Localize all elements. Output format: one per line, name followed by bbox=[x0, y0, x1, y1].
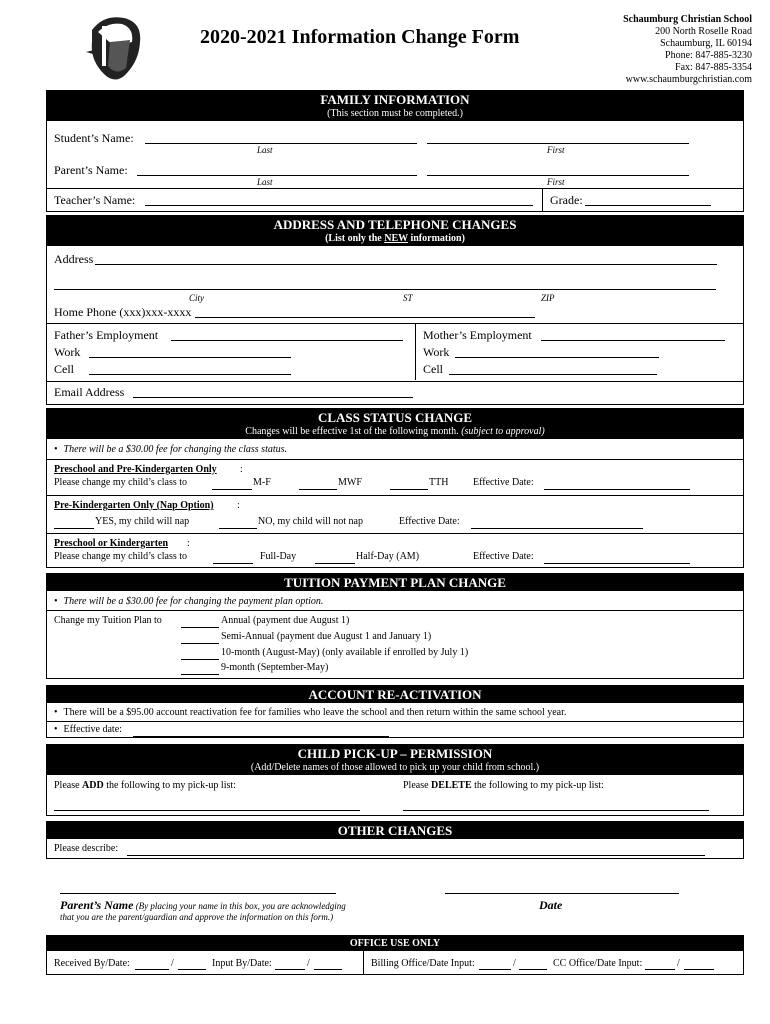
received-by-field[interactable] bbox=[135, 969, 169, 970]
mother-work-label: Work bbox=[423, 345, 450, 359]
effective-date-label: Effective Date: bbox=[473, 551, 534, 562]
full-day-field[interactable] bbox=[213, 563, 253, 564]
student-name-label: Student’s Name: bbox=[54, 131, 134, 145]
ten-month-field[interactable] bbox=[181, 659, 219, 660]
section-title: TUITION PAYMENT PLAN CHANGE bbox=[284, 575, 506, 590]
section-title: CHILD PICK-UP – PERMISSION bbox=[297, 746, 493, 761]
class-status-section: CLASS STATUS CHANGE Changes will be effective 1st of the following month. (subject to approval) • There will be a $30.00 fee for changing the class status. Preschool and Pre-Kindergarten Only : Please change my child’s class to M-F MWF TTH Effective Date: Pre-Kindergarten Only (Nap Option) : YES, my child will nap NO, my child will not nap Effective Date: Preschool or Kindergarten : Please change my child’s class to Full-Day Half-Day (AM) Effective Date: bbox=[46, 408, 744, 568]
effective-date-label: Effective Date: bbox=[473, 477, 534, 488]
date-field[interactable] bbox=[445, 893, 679, 894]
child-pickup-section bbox=[46, 744, 744, 816]
divider bbox=[415, 323, 416, 380]
prek-effective-date-field[interactable] bbox=[544, 489, 690, 490]
father-employment-field[interactable] bbox=[171, 340, 403, 341]
parent-first-name-field[interactable] bbox=[427, 175, 689, 176]
father-work-field[interactable] bbox=[89, 357, 291, 358]
semi-annual-field[interactable] bbox=[181, 643, 219, 644]
reactivation-fee-note: • There will be a $95.00 account reactivation fee for families who leave the school and then return within the same school year. bbox=[54, 707, 566, 718]
effective-date-label: Effective Date: bbox=[399, 516, 460, 527]
cc-office-label: CC Office/Date Input: bbox=[553, 958, 643, 969]
tuition-plan-section bbox=[46, 573, 744, 679]
section-header bbox=[47, 91, 743, 121]
teacher-name-field[interactable] bbox=[145, 205, 533, 206]
input-by-label: Input By/Date: bbox=[212, 958, 272, 969]
date-label: Date bbox=[539, 898, 563, 912]
mother-work-field[interactable] bbox=[455, 357, 659, 358]
city-state-zip-field[interactable] bbox=[54, 289, 716, 290]
student-last-name-field[interactable] bbox=[145, 143, 417, 144]
office-use-section: OFFICE USE ONLY Received By/Date: / Input By/Date: / Billing Office/Date Input: / CC Office/Date Input: / bbox=[46, 935, 744, 975]
father-work-label: Work bbox=[54, 345, 81, 359]
billing-office-label: Billing Office/Date Input: bbox=[371, 958, 475, 969]
nap-no-option: NO, my child will not nap bbox=[258, 516, 363, 527]
school-phone: Phone: 847-885-3230 bbox=[665, 50, 752, 61]
tuition-option-9-month: 9-month (September-May) bbox=[221, 662, 329, 673]
section-header bbox=[47, 686, 743, 703]
parent-name-label: Parent’s Name: bbox=[54, 163, 128, 177]
preschool-prek-title: Preschool and Pre-Kindergarten Only bbox=[54, 464, 217, 475]
city-caption: City bbox=[189, 293, 204, 303]
received-by-label: Received By/Date: bbox=[54, 958, 130, 969]
parent-signature-field[interactable] bbox=[60, 893, 336, 894]
family-information-section bbox=[46, 90, 744, 212]
teacher-name-label: Teacher’s Name: bbox=[54, 193, 136, 207]
mwf-field[interactable] bbox=[299, 489, 337, 490]
section-subtitle: (This section must be completed.) bbox=[327, 108, 463, 119]
tuition-change-label: Change my Tuition Plan to bbox=[54, 615, 162, 626]
class-fee-note: • There will be a $30.00 fee for changing the class status. bbox=[54, 444, 287, 455]
state-caption: ST bbox=[403, 293, 413, 303]
parent-last-name-field[interactable] bbox=[137, 175, 417, 176]
first-caption: First bbox=[547, 177, 565, 187]
zip-caption: ZIP bbox=[541, 293, 555, 303]
other-describe-label: Please describe: bbox=[54, 843, 119, 854]
section-header bbox=[47, 216, 743, 246]
preschool-k-title: Preschool or Kindergarten bbox=[54, 538, 169, 549]
section-title: OFFICE USE ONLY bbox=[349, 938, 441, 949]
school-city: Schaumburg, IL 60194 bbox=[660, 38, 752, 49]
section-subtitle: Changes will be effective 1st of the following month. (subject to approval) bbox=[245, 426, 545, 437]
tuition-option-semi-annual: Semi-Annual (payment due August 1 and January 1) bbox=[221, 631, 432, 642]
billing-office-field[interactable] bbox=[479, 969, 511, 970]
home-phone-label: Home Phone (xxx)xxx-xxxx bbox=[54, 305, 192, 319]
section-title: OTHER CHANGES bbox=[337, 823, 453, 838]
mother-cell-field[interactable] bbox=[449, 374, 657, 375]
section-header bbox=[47, 822, 743, 839]
school-fax: Fax: 847-885-3354 bbox=[675, 62, 752, 73]
school-address: 200 North Roselle Road bbox=[655, 26, 752, 37]
divider bbox=[363, 951, 364, 974]
mf-field[interactable] bbox=[212, 489, 252, 490]
section-subtitle: (List only the NEW information) bbox=[325, 233, 465, 244]
section-subtitle: (Add/Delete names of those allowed to pick up your child from school.) bbox=[250, 762, 540, 773]
annual-field[interactable] bbox=[181, 627, 219, 628]
pickup-delete-label: Please DELETE the following to my pick-up list: bbox=[403, 780, 604, 791]
tth-field[interactable] bbox=[390, 489, 428, 490]
nap-yes-field[interactable] bbox=[54, 528, 94, 529]
nap-effective-date-field[interactable] bbox=[471, 528, 643, 529]
other-changes-section bbox=[46, 821, 744, 859]
school-logo bbox=[84, 12, 146, 84]
mf-option: M-F bbox=[253, 477, 271, 488]
address-telephone-section bbox=[46, 215, 744, 405]
student-first-name-field[interactable] bbox=[427, 143, 689, 144]
mwf-option: MWF bbox=[338, 477, 362, 488]
input-by-field[interactable] bbox=[275, 969, 305, 970]
section-title: CLASS STATUS CHANGE bbox=[317, 410, 473, 425]
home-phone-field[interactable] bbox=[195, 317, 535, 318]
account-reactivation-section bbox=[46, 685, 744, 738]
section-title: ACCOUNT RE-ACTIVATION bbox=[308, 687, 482, 702]
mother-employment-label: Mother’s Employment bbox=[423, 328, 532, 342]
cc-office-field[interactable] bbox=[645, 969, 675, 970]
email-label: Email Address bbox=[54, 385, 125, 399]
section-header bbox=[47, 574, 743, 591]
tuition-fee-note: • There will be a $30.00 fee for changing the payment plan option. bbox=[54, 596, 323, 607]
mother-employment-field[interactable] bbox=[541, 340, 725, 341]
reactivation-effective-field[interactable] bbox=[133, 736, 389, 737]
grade-label: Grade: bbox=[550, 193, 583, 207]
k-change-label: Please change my child’s class to bbox=[54, 551, 188, 562]
last-caption: Last bbox=[257, 177, 273, 187]
pickup-delete-field[interactable] bbox=[403, 810, 709, 811]
pickup-add-field[interactable] bbox=[54, 810, 360, 811]
address-label: Address bbox=[54, 252, 94, 266]
section-header bbox=[47, 936, 743, 951]
section-header bbox=[47, 409, 743, 439]
tth-option: TTH bbox=[429, 477, 449, 488]
half-day-field[interactable] bbox=[315, 563, 355, 564]
full-day-option: Full-Day bbox=[260, 551, 297, 562]
reactivation-effective-label: • Effective date: bbox=[54, 724, 122, 735]
grade-field[interactable] bbox=[585, 205, 711, 206]
address-field[interactable] bbox=[95, 264, 717, 265]
parent-signature-label: Parent’s Name (By placing your name in this box, you are acknowledging bbox=[60, 898, 346, 912]
form-title: 2020-2021 Information Change Form bbox=[200, 26, 520, 48]
first-caption: First bbox=[547, 145, 565, 155]
school-website: www.schaumburgchristian.com bbox=[625, 74, 752, 85]
tuition-option-10-month: 10-month (August-May) (only available if enrolled by July 1) bbox=[221, 647, 469, 658]
nap-no-field[interactable] bbox=[219, 528, 257, 529]
father-cell-label: Cell bbox=[54, 362, 74, 376]
section-title: FAMILY INFORMATION bbox=[320, 92, 470, 107]
half-day-option: Half-Day (AM) bbox=[356, 551, 420, 562]
divider bbox=[542, 188, 543, 211]
nap-yes-option: YES, my child will nap bbox=[95, 516, 190, 527]
section-title: ADDRESS AND TELEPHONE CHANGES bbox=[273, 217, 517, 232]
other-describe-field[interactable] bbox=[127, 855, 705, 856]
father-cell-field[interactable] bbox=[89, 374, 291, 375]
cc-date-field[interactable] bbox=[684, 969, 714, 970]
prek-nap-title: Pre-Kindergarten Only (Nap Option) bbox=[54, 500, 214, 511]
parent-signature-note: that you are the parent/guardian and approve the information on this form.) bbox=[60, 912, 334, 922]
nine-month-field[interactable] bbox=[181, 674, 219, 675]
father-employment-label: Father’s Employment bbox=[54, 328, 159, 342]
k-effective-date-field[interactable] bbox=[544, 563, 690, 564]
school-name: Schaumburg Christian School bbox=[623, 14, 752, 25]
tuition-option-annual: Annual (payment due August 1) bbox=[221, 615, 350, 626]
section-header bbox=[47, 745, 743, 775]
input-date-field[interactable] bbox=[314, 969, 342, 970]
mother-cell-label: Cell bbox=[423, 362, 443, 376]
received-date-field[interactable] bbox=[178, 969, 206, 970]
pickup-add-label: Please ADD the following to my pick-up list: bbox=[54, 780, 236, 791]
billing-date-field[interactable] bbox=[519, 969, 547, 970]
prek-change-label: Please change my child’s class to bbox=[54, 477, 188, 488]
email-field[interactable] bbox=[133, 397, 413, 398]
last-caption: Last bbox=[257, 145, 273, 155]
school-info bbox=[623, 14, 752, 86]
